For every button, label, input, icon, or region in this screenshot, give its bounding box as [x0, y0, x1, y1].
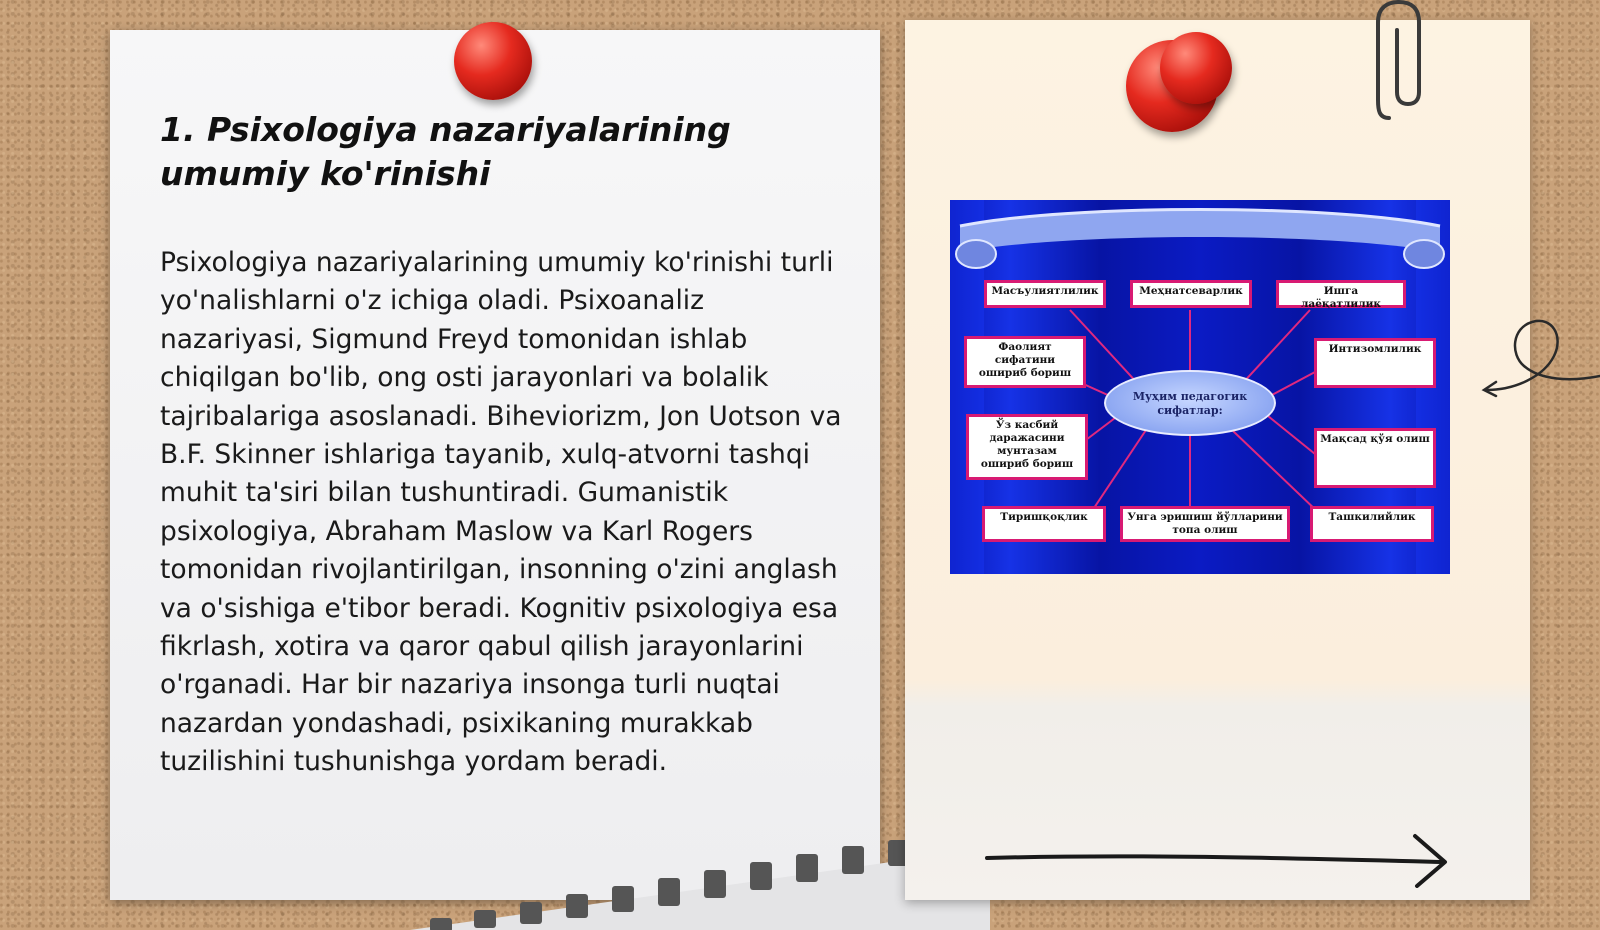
loop-arrow-doodle-icon [1480, 310, 1600, 410]
diagram-box-find-ways: Унга эришиш йўлларини топа олиш [1120, 506, 1290, 542]
diagram-box-raise-professional-level: Ўз касбий даражасини мунтазам ошириб бориш [966, 414, 1088, 480]
diagram-box-work-ability: Ишга лаёқатлилик [1276, 280, 1406, 308]
slide-title: 1. Psixologiya nazariyalarining umumiy ko'rinishi [160, 110, 731, 193]
slide-body-text: Psixologiya nazariyalarining umumiy ko'rinishi turli yo'nalishlarni o'z ichiga oladi. Psixoanaliz nazariyasi, Sigmund Freyd tomonidan ishlab chiqilgan bo'lib, ong osti jarayonlari va bolalik tajribalariga asoslanadi. Biheviorizm, Jon Uotson va B.F. Skinner ishlariga tayanib, xulq-atvorni tashqi muhit ta'siri bilan tushuntiradi. Gumanistik psixologiya, Abraham Maslow va Karl Rogers tomonidan rivojlantirilgan, insonning o'zini anglash va o'sishiga e'tibor beradi. Kognitiv psixologiya esa fikrlash, xotira va qaror qabul qilish jarayonlarini o'rganadi. Har bir nazariya insonga turli nuqtai nazardan yondashadi, psixikaning murakkab tuzilishini tushunishga yordam beradi. [160, 247, 842, 778]
left-paper-note [110, 30, 880, 900]
paperclip-icon [1375, 0, 1425, 125]
diagram-box-improve-activity: Фаолият сифатини ошириб бориш [964, 336, 1086, 388]
red-pushpin-icon [1160, 32, 1232, 104]
red-pushpin-icon [454, 22, 532, 100]
diagram-center-ellipse: Муҳим педагогик сифатлар: [1104, 370, 1276, 436]
pedagogical-qualities-diagram [950, 200, 1450, 574]
diagram-box-goal-setting: Мақсад қўя олиш [1314, 428, 1436, 488]
diagram-box-diligence: Меҳнатсеварлик [1130, 280, 1252, 308]
diagram-box-organization: Ташкилийлик [1310, 506, 1434, 542]
diagram-box-discipline: Интизомлилик [1314, 338, 1436, 388]
right-arrow-icon [985, 832, 1455, 888]
spiral-binding-decoration [410, 838, 990, 930]
diagram-box-responsibility: Масъулиятлилик [984, 280, 1106, 308]
diagram-box-industriousness: Тиришқоқлик [982, 506, 1106, 542]
